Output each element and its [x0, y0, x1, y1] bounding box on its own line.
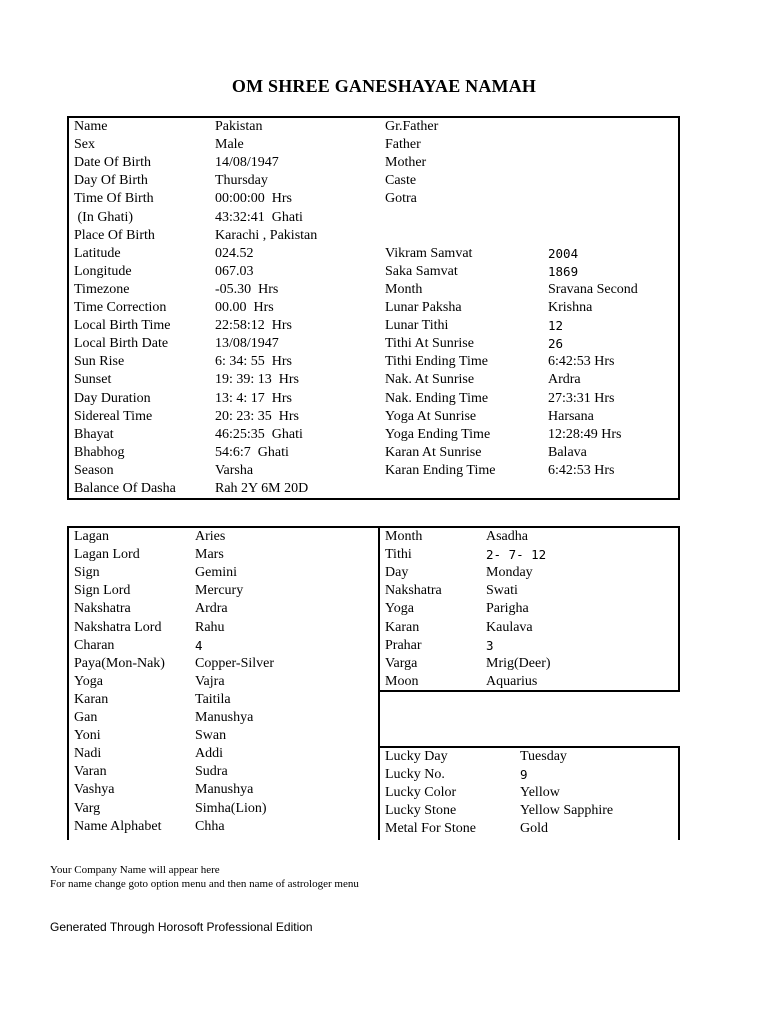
panchang-detail-row-label: Yoga Ending Time — [385, 426, 491, 442]
astro-detail-row-label: Gan — [74, 710, 98, 725]
panchang-box — [378, 526, 680, 692]
panchang-detail-row — [69, 371, 678, 389]
panchang-row — [380, 673, 678, 691]
family-row-label: Gotra — [385, 191, 417, 207]
astro-detail-row — [69, 800, 378, 818]
birth-detail-row-label: Longitude — [74, 263, 132, 279]
panchang-detail-row — [69, 299, 678, 317]
birth-detail-row-value: 22:58:12 Hrs — [215, 318, 292, 334]
birth-detail-row-value: -05.30 Hrs — [215, 281, 279, 297]
panchang-row-label: Day — [385, 565, 409, 581]
astro-detail-row-value: Mars — [195, 547, 224, 563]
astro-detail-row-value: 4 — [195, 637, 203, 653]
panchang-detail-row-label: Yoga At Sunrise — [385, 408, 477, 424]
astro-detail-row-value: Chha — [195, 818, 225, 834]
panchang-row-value: 3 — [486, 637, 494, 653]
panchang-row — [380, 619, 678, 637]
astro-detail-row — [69, 546, 378, 564]
panchang-row-label: Yoga — [385, 601, 414, 617]
birth-detail-row-value: 024.52 — [215, 245, 254, 261]
lucky-row — [380, 802, 678, 820]
family-row-label: Mother — [385, 155, 427, 171]
birth-detail-row — [69, 209, 678, 227]
birth-detail-row-value: 13: 4: 17 Hrs — [215, 390, 292, 406]
birth-detail-row-label: Time Of Birth — [74, 191, 154, 207]
astro-detail-row-label: Name Alphabet — [74, 818, 162, 834]
panchang-detail-row — [69, 245, 678, 263]
astro-detail-row-value: Aries — [195, 529, 226, 544]
birth-detail-row-label: Balance Of Dasha — [74, 481, 176, 496]
panchang-row-value: Parigha — [486, 601, 529, 617]
panchang-detail-row-label: Tithi At Sunrise — [385, 336, 474, 352]
panchang-row-value: 2- 7- 12 — [486, 547, 547, 563]
birth-detail-row-label: (In Ghati) — [74, 209, 134, 225]
astro-detail-row-value: Gemini — [195, 565, 237, 581]
birth-detail-row-label: Latitude — [74, 245, 121, 261]
birth-detail-row-value: Thursday — [215, 173, 268, 189]
panchang-detail-row-value: 12:28:49 Hrs — [548, 426, 622, 442]
astro-detail-row — [69, 781, 378, 799]
astro-detail-row-label: Varg — [74, 800, 101, 816]
family-row — [69, 154, 678, 172]
page-title: OM SHREE GANESHAYAE NAMAH — [231, 76, 537, 96]
panchang-row-label: Month — [385, 529, 423, 544]
birth-detail-row-value: 13/08/1947 — [215, 336, 279, 352]
panchang-detail-row — [69, 263, 678, 281]
birth-detail-row-value: 00.00 Hrs — [215, 300, 274, 315]
panchang-row-value: Kaulava — [486, 619, 533, 635]
birth-detail-row-label: Bhabhog — [74, 444, 125, 460]
birth-detail-row-value: Male — [215, 137, 244, 153]
astro-detail-row-label: Yoni — [74, 728, 101, 744]
astro-detail-row-label: Sign — [74, 565, 100, 581]
panchang-detail-row — [69, 426, 678, 444]
birth-detail-row-value: 54:6:7 Ghati — [215, 444, 289, 460]
astro-detail-row — [69, 727, 378, 745]
panchang-row — [380, 528, 678, 546]
panchang-row — [380, 600, 678, 618]
astro-detail-row-label: Nadi — [74, 746, 102, 762]
birth-detail-row-label: Place Of Birth — [74, 227, 155, 243]
birth-detail-row-label: Date Of Birth — [74, 155, 151, 171]
lucky-row — [380, 784, 678, 802]
astro-detail-row-label: Karan — [74, 691, 109, 707]
lucky-row — [380, 820, 678, 838]
astro-detail-row — [69, 709, 378, 727]
company-name-note: Your Company Name will appear here — [50, 864, 220, 876]
birth-detail-row — [69, 227, 678, 245]
birth-detail-row-label: Sun Rise — [74, 354, 125, 370]
panchang-detail-row-value: 1869 — [548, 263, 579, 279]
birth-detail-row-value: Varsha — [215, 462, 254, 478]
birth-detail-row-value: Pakistan — [215, 119, 263, 134]
astro-detail-row-label: Varan — [74, 764, 107, 780]
astro-detail-row — [69, 691, 378, 709]
astro-detail-row-label: Charan — [74, 637, 115, 653]
birth-detail-row-value: 14/08/1947 — [215, 155, 279, 171]
birth-detail-row-label: Local Birth Time — [74, 318, 171, 334]
lucky-row-label: Metal For Stone — [385, 821, 476, 837]
astro-detail-row — [69, 619, 378, 637]
birth-detail-row-label: Name — [74, 119, 108, 134]
birth-detail-row-label: Time Correction — [74, 300, 167, 315]
panchang-row-label: Karan — [385, 619, 420, 635]
panchang-row-value: Mrig(Deer) — [486, 655, 551, 671]
birth-detail-row-label: Bhayat — [74, 426, 114, 442]
astro-detail-row-value: Copper-Silver — [195, 655, 275, 671]
astro-detail-row-label: Vashya — [74, 782, 115, 798]
birth-detail-row-value: 6: 34: 55 Hrs — [215, 354, 292, 370]
astro-detail-row — [69, 528, 378, 546]
astro-detail-row — [69, 600, 378, 618]
panchang-detail-row — [69, 317, 678, 335]
panchang-detail-row-label: Saka Samvat — [385, 263, 458, 279]
panchang-detail-row-label: Lunar Tithi — [385, 318, 449, 334]
lucky-row-label: Lucky No. — [385, 767, 445, 783]
lucky-box — [378, 746, 680, 840]
panchang-detail-row — [69, 281, 678, 299]
panchang-detail-row — [69, 353, 678, 371]
astro-detail-row-value: Taitila — [195, 691, 231, 707]
birth-details-box — [67, 116, 680, 500]
astro-detail-row — [69, 582, 378, 600]
generated-note: Generated Through Horosoft Professional Edition — [50, 920, 313, 934]
panchang-row — [380, 582, 678, 600]
birth-detail-row-value: Rah 2Y 6M 20D — [215, 481, 309, 496]
panchang-detail-row-label: Nak. At Sunrise — [385, 372, 475, 388]
astro-detail-row-value: Ardra — [195, 601, 228, 617]
lucky-row-value: Gold — [520, 821, 548, 837]
panchang-detail-row — [69, 444, 678, 462]
panchang-detail-row-label: Karan Ending Time — [385, 462, 496, 478]
panchang-detail-row-label: Tithi Ending Time — [385, 354, 488, 370]
birth-detail-row-value: 43:32:41 Ghati — [215, 209, 303, 225]
birth-detail-row-label: Day Duration — [74, 390, 151, 406]
panchang-detail-row-label: Karan At Sunrise — [385, 444, 482, 460]
panchang-detail-row-value: Ardra — [548, 372, 581, 388]
family-row — [69, 172, 678, 190]
panchang-detail-row — [69, 408, 678, 426]
astro-detail-row-value: Addi — [195, 746, 223, 762]
astro-detail-row-value: Simha(Lion) — [195, 800, 267, 816]
lucky-row-value: Yellow Sapphire — [520, 803, 614, 819]
panchang-detail-row-value: 27:3:31 Hrs — [548, 390, 615, 406]
birth-detail-row-value: Karachi , Pakistan — [215, 227, 318, 243]
birth-detail-row-label: Timezone — [74, 281, 130, 297]
birth-detail-row — [69, 480, 678, 498]
astro-detail-row-label: Nakshatra — [74, 601, 131, 617]
panchang-row-label: Tithi — [385, 547, 412, 563]
astro-detail-row-value: Swan — [195, 728, 227, 744]
family-row-label: Father — [385, 137, 421, 153]
astro-detail-row — [69, 655, 378, 673]
astro-detail-row-label: Yoga — [74, 673, 103, 689]
birth-detail-row-label: Season — [74, 462, 114, 478]
astro-detail-row-value: Rahu — [195, 619, 225, 635]
astro-detail-row-value: Mercury — [195, 583, 244, 599]
astro-detail-row — [69, 564, 378, 582]
panchang-row — [380, 564, 678, 582]
panchang-row-label: Nakshatra — [385, 583, 442, 599]
panchang-row-value: Monday — [486, 565, 533, 581]
panchang-detail-row — [69, 390, 678, 408]
birth-detail-row-value: 46:25:35 Ghati — [215, 426, 303, 442]
astro-detail-row-label: Lagan — [74, 529, 109, 544]
astro-detail-row — [69, 673, 378, 691]
lucky-row-label: Lucky Color — [385, 785, 457, 801]
astro-detail-row-value: Sudra — [195, 764, 228, 780]
panchang-row-value: Aquarius — [486, 673, 538, 689]
family-row — [69, 118, 678, 136]
panchang-detail-row — [69, 462, 678, 480]
panchang-row — [380, 546, 678, 564]
birth-detail-row-value: 19: 39: 13 Hrs — [215, 372, 299, 388]
lucky-row-value: Tuesday — [520, 749, 567, 764]
panchang-row-label: Moon — [385, 673, 419, 689]
panchang-row — [380, 655, 678, 673]
astro-detail-row — [69, 818, 378, 836]
panchang-detail-row-label: Vikram Samvat — [385, 245, 473, 261]
family-row-label: Caste — [385, 173, 417, 189]
birth-detail-row-value: 067.03 — [215, 263, 254, 279]
astro-details-box — [67, 526, 380, 840]
lucky-row — [380, 748, 678, 766]
panchang-detail-row-label: Month — [385, 281, 423, 297]
panchang-row-label: Prahar — [385, 637, 422, 653]
astro-detail-row-label: Lagan Lord — [74, 547, 140, 563]
family-row — [69, 190, 678, 208]
astro-detail-row — [69, 745, 378, 763]
astro-detail-row-value: Manushya — [195, 710, 254, 725]
birth-detail-row-label: Day Of Birth — [74, 173, 148, 189]
birth-detail-row-label: Sunset — [74, 372, 112, 388]
lucky-row-value: 9 — [520, 767, 528, 783]
panchang-row-value: Asadha — [486, 529, 528, 544]
panchang-row — [380, 637, 678, 655]
birth-detail-row-label: Sex — [74, 137, 95, 153]
birth-detail-row-label: Local Birth Date — [74, 336, 169, 352]
panchang-detail-row — [69, 335, 678, 353]
panchang-row-value: Swati — [486, 583, 518, 599]
panchang-detail-row-label: Nak. Ending Time — [385, 390, 489, 406]
panchang-detail-row-value: Krishna — [548, 300, 593, 315]
panchang-detail-row-value: 6:42:53 Hrs — [548, 354, 615, 370]
panchang-detail-row-value: 26 — [548, 336, 564, 352]
astro-detail-row-label: Sign Lord — [74, 583, 131, 599]
lucky-row-value: Yellow — [520, 785, 560, 801]
astro-detail-row-label: Paya(Mon-Nak) — [74, 655, 165, 671]
astro-detail-row-label: Nakshatra Lord — [74, 619, 162, 635]
birth-detail-row-value: 20: 23: 35 Hrs — [215, 408, 299, 424]
astro-detail-row — [69, 763, 378, 781]
panchang-detail-row-value: Harsana — [548, 408, 594, 424]
birth-detail-row-value: 00:00:00 Hrs — [215, 191, 292, 207]
panchang-detail-row-value: Sravana Second — [548, 281, 638, 297]
lucky-row — [380, 766, 678, 784]
panchang-detail-row-value: 6:42:53 Hrs — [548, 462, 615, 478]
name-change-note: For name change goto option menu and then name of astrologer menu — [50, 878, 359, 890]
panchang-detail-row-label: Lunar Paksha — [385, 300, 462, 315]
panchang-row-label: Varga — [385, 655, 418, 671]
astro-detail-row-value: Manushya — [195, 782, 254, 798]
astro-detail-row — [69, 637, 378, 655]
birth-detail-row-label: Sidereal Time — [74, 408, 153, 424]
panchang-detail-row-value: 12 — [548, 318, 564, 334]
panchang-detail-row-value: Balava — [548, 444, 587, 460]
lucky-row-label: Lucky Stone — [385, 803, 457, 819]
family-row-label: Gr.Father — [385, 119, 439, 134]
astro-detail-row-value: Vajra — [195, 673, 225, 689]
lucky-row-label: Lucky Day — [385, 749, 448, 764]
family-row — [69, 136, 678, 154]
panchang-detail-row-value: 2004 — [548, 245, 579, 261]
